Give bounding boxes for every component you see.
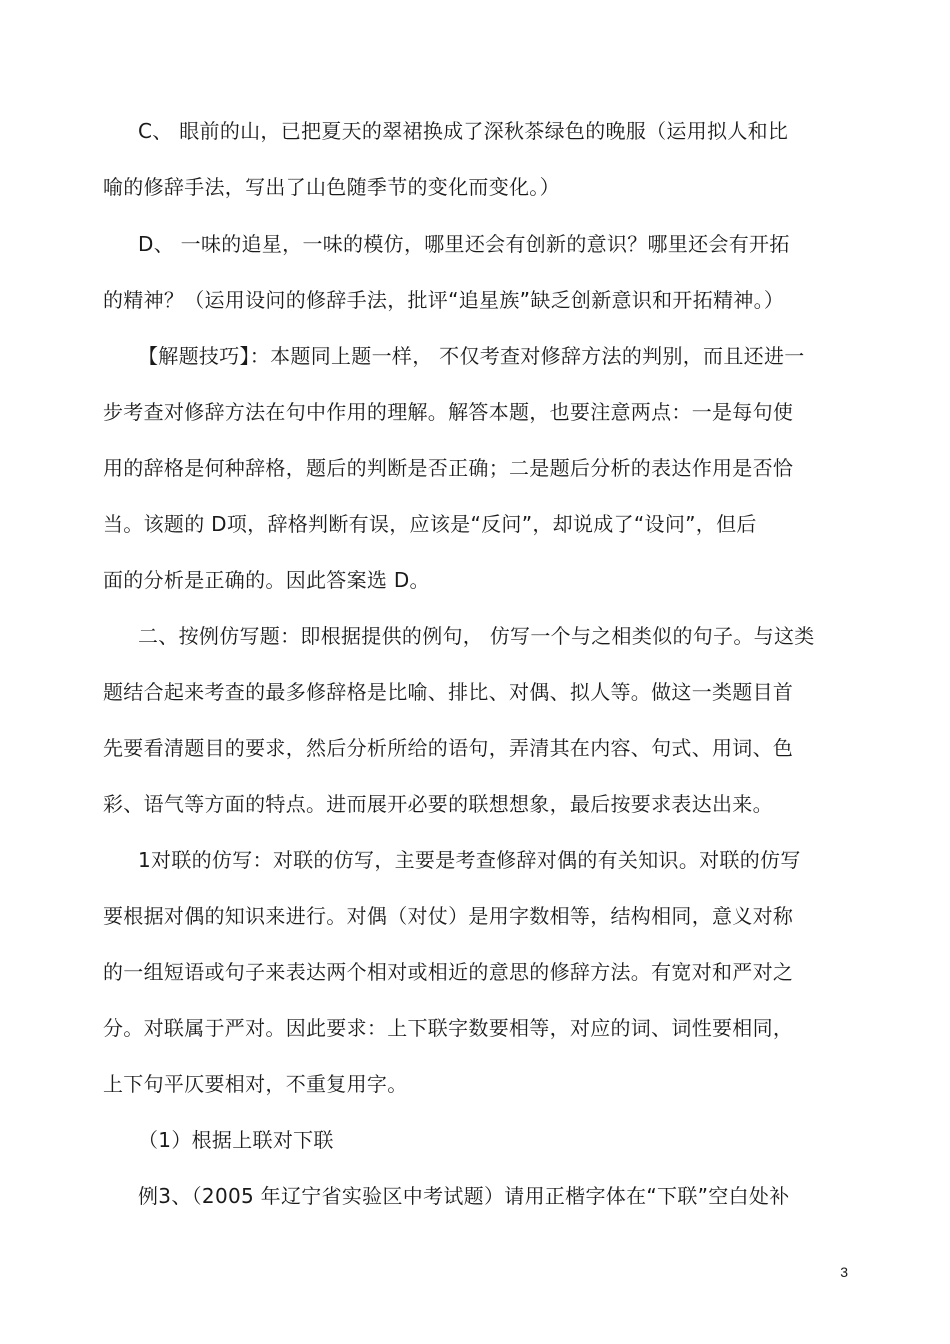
text-line: （1）根据上联对下联 <box>138 1128 334 1152</box>
text-line: 当。该题的 D项，辞格判断有误，应该是“反问”，却说成了“设问”，但后 <box>103 512 757 536</box>
text-line: 彩、语气等方面的特点。进而展开必要的联想想象，最后按要求表达出来。 <box>103 792 773 816</box>
text-line: 1对联的仿写：对联的仿写，主要是考查修辞对偶的有关知识。对联的仿写 <box>138 848 801 872</box>
text-line: C、 眼前的山，已把夏天的翠裙换成了深秋茶绿色的晚服（运用拟人和比 <box>138 119 789 143</box>
text-line: 用的辞格是何种辞格，题后的判断是否正确；二是题后分析的表达作用是否恰 <box>103 456 794 480</box>
text-line: 题结合起来考查的最多修辞格是比喻、排比、对偶、拟人等。做这一类题目首 <box>103 680 794 704</box>
text-line: D、 一味的追星，一味的模仿，哪里还会有创新的意识？哪里还会有开拓 <box>138 232 790 256</box>
text-line: 先要看清题目的要求，然后分析所给的语句，弄清其在内容、句式、用词、色 <box>103 736 794 760</box>
text-line: 【解题技巧】：本题同上题一样， 不仅考查对修辞方法的判别，而且还进一 <box>138 344 805 368</box>
text-line: 步考查对修辞方法在句中作用的理解。解答本题，也要注意两点：一是每句使 <box>103 400 794 424</box>
text-line: 面的分析是正确的。因此答案选 D。 <box>103 568 430 592</box>
text-line: 二、按例仿写题：即根据提供的例句， 仿写一个与之相类似的句子。与这类 <box>138 624 815 648</box>
text-line: 分。对联属于严对。因此要求：上下联字数要相等，对应的词、词性要相同， <box>103 1016 794 1040</box>
text-line: 例3、（2005 年辽宁省实验区中考试题）请用正楷字体在“下联”空白处补 <box>138 1184 790 1208</box>
text-line: 喻的修辞手法，写出了山色随季节的变化而变化。） <box>103 175 560 199</box>
text-line: 上下句平仄要相对，不重复用字。 <box>103 1072 408 1096</box>
text-line: 要根据对偶的知识来进行。对偶（对仗）是用字数相等，结构相同，意义对称 <box>103 904 794 928</box>
page-number: 3 <box>840 1264 848 1280</box>
text-line: 的精神？（运用设问的修辞手法，批评“追星族”缺乏创新意识和开拓精神。） <box>103 288 785 312</box>
text-line: 的一组短语或句子来表达两个相对或相近的意思的修辞方法。有宽对和严对之 <box>103 960 794 984</box>
